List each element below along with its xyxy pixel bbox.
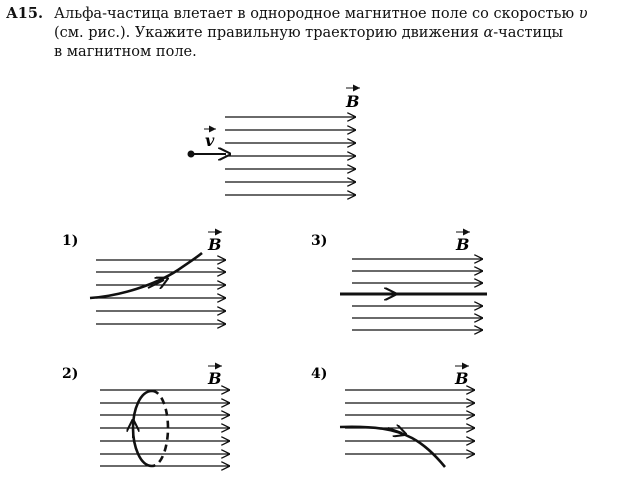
alpha-symbol: α bbox=[483, 25, 494, 41]
main-figure bbox=[188, 88, 361, 195]
option-3-label: 3) bbox=[311, 233, 328, 249]
option-2-field-lines bbox=[100, 390, 230, 466]
option-2-field-label: B bbox=[208, 369, 222, 388]
option-4-trajectory bbox=[340, 427, 445, 467]
question-line-3: в магнитном поле. bbox=[54, 44, 197, 60]
option-4[interactable] bbox=[311, 366, 475, 467]
question-line-1-text: Альфа-частица влетает в однородное магнитное поле со скоростью bbox=[54, 6, 575, 22]
option-2[interactable] bbox=[62, 366, 230, 466]
option-1-field-label: B bbox=[208, 235, 222, 254]
option-3-field-label: B bbox=[456, 235, 470, 254]
option-4-field-label: B bbox=[455, 369, 469, 388]
main-field-lines bbox=[225, 117, 356, 195]
option-1-field-lines bbox=[96, 260, 226, 324]
option-1[interactable] bbox=[62, 232, 226, 324]
option-4-field-lines bbox=[345, 390, 475, 454]
question-number: А15. bbox=[6, 5, 44, 22]
option-2-label: 2) bbox=[62, 366, 79, 382]
option-1-label: 1) bbox=[62, 233, 79, 249]
main-field-label: B bbox=[346, 92, 360, 111]
question-line-2-text-a: (см. рис.). Укажите правильную траекторию движения bbox=[54, 25, 479, 41]
velocity-symbol: υ bbox=[578, 6, 588, 22]
question-line-2-text-b: -частицы bbox=[493, 25, 564, 41]
option-3[interactable] bbox=[311, 232, 487, 330]
option-4-label: 4) bbox=[311, 366, 328, 382]
velocity-label: v bbox=[205, 131, 215, 150]
